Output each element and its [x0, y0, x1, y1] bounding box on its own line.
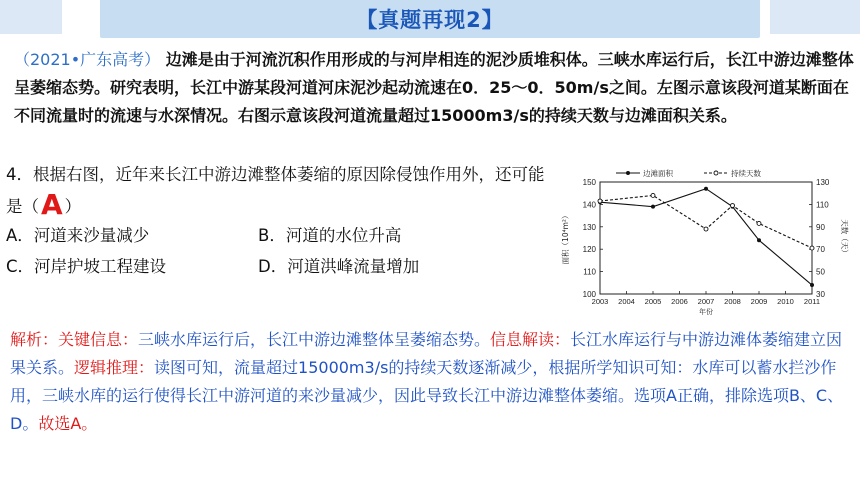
right-tick-label: 130 — [816, 178, 830, 187]
left-tick-label: 140 — [582, 200, 596, 210]
analysis-interpret-text: 长江水库运行与中游边滩体萎缩建立因果关系。 — [10, 330, 843, 377]
series-line-1 — [600, 189, 812, 285]
analysis-logic-text: 读图可知，流量超过15000m3/s的持续天数逐渐减少，根据所学知识可知：水库可以蓄水拦沙作用，三峡水库的运行使得长江中游河道的来沙量减少，因此导致长江中游边滩整体萎缩。选项A正确，排除选项B、C、D。 — [10, 358, 844, 433]
series-1-point — [757, 238, 761, 242]
series-2-point — [704, 227, 708, 231]
series-line-2 — [600, 195, 812, 248]
question-stem — [6, 160, 551, 222]
header-corner-right — [770, 0, 860, 34]
legend-label-days: 持续天数 — [731, 169, 761, 178]
option-a[interactable]: A．河道来沙量减少 — [6, 226, 150, 245]
analysis-block — [10, 326, 850, 438]
series-1-point — [704, 187, 708, 191]
answer-mark: A — [41, 188, 63, 221]
intro-paragraph — [14, 46, 856, 130]
analysis-key-info-text: 三峡水库运行后，长江中游边滩整体呈萎缩态势。 — [138, 330, 491, 349]
x-tick-label: 2004 — [618, 297, 635, 306]
title-bar — [100, 0, 760, 38]
series-2-point — [598, 199, 602, 203]
question-stem-text: 4．根据右图，近年来长江中游边滩整体萎缩的原因除侵蚀作用外，还可能是（ — [6, 165, 545, 216]
header-corner-left — [0, 0, 62, 34]
x-tick-label: 2006 — [671, 297, 688, 306]
x-tick-label: 2008 — [724, 297, 741, 306]
right-tick-label: 30 — [816, 290, 825, 299]
x-tick-label: 2011 — [803, 297, 821, 306]
question-source: （2021•广东高考） — [14, 50, 161, 69]
options-list — [6, 220, 510, 282]
intro-text: 边滩是由于河流沉积作用形成的与河岸相连的泥沙质堆积体。三峡水库运行后，长江中游边滩整体呈萎缩态势。研究表明，长江中游某段河道河床泥沙起动流速在0．25～0．50m/s之间。左图示意该段河道某断面在不同流量时的流速与水深情况。右图示意该段河道流量超过15000m3/s的持续天数与边滩面积关系。 — [14, 50, 854, 125]
series-2-point — [757, 221, 761, 225]
option-b[interactable]: B．河道的水位升高 — [258, 226, 402, 245]
area-days-chart — [556, 168, 854, 316]
legend-marker-days — [714, 171, 718, 175]
series-2-point — [731, 204, 735, 208]
x-tick-label: 2005 — [644, 297, 662, 306]
left-tick-label: 110 — [583, 267, 596, 277]
x-tick-label: 2007 — [697, 297, 715, 306]
option-c[interactable]: C．河岸护坡工程建设 — [6, 257, 167, 276]
series-2-point — [651, 193, 655, 197]
right-tick-label: 70 — [816, 245, 825, 255]
right-tick-label: 50 — [816, 267, 825, 277]
right-axis-label: 天数（天） — [840, 219, 849, 257]
analysis-conclusion: 故选A。 — [38, 414, 98, 433]
plot-frame — [600, 182, 812, 294]
series-1-point — [810, 283, 814, 287]
option-d[interactable]: D．河道洪峰流量增加 — [258, 257, 420, 276]
analysis-logic-label: 逻辑推理： — [74, 358, 155, 377]
question-stem-end: ） — [64, 197, 82, 216]
legend-marker-area — [626, 171, 630, 175]
x-axis-label: 年份 — [699, 308, 713, 316]
left-tick-label: 150 — [582, 178, 596, 187]
analysis-interpret-label: 信息解读： — [490, 330, 571, 349]
analysis-key-info-label: 解析：关键信息： — [10, 330, 139, 349]
x-tick-label: 2009 — [750, 297, 768, 306]
left-tick-label: 100 — [582, 290, 596, 299]
page-title: 【真题再现2】 — [356, 8, 504, 32]
series-2-point — [810, 246, 814, 250]
x-tick-label: 2010 — [777, 297, 794, 306]
left-axis-label: 面积（10⁴m²） — [561, 211, 570, 265]
series-1-point — [651, 205, 655, 209]
legend-label-area: 边滩面积 — [643, 169, 673, 178]
right-tick-label: 90 — [816, 222, 825, 232]
left-tick-label: 130 — [582, 222, 596, 232]
x-tick-label: 2003 — [591, 297, 609, 306]
right-tick-label: 110 — [816, 200, 829, 210]
left-tick-label: 120 — [582, 245, 596, 255]
